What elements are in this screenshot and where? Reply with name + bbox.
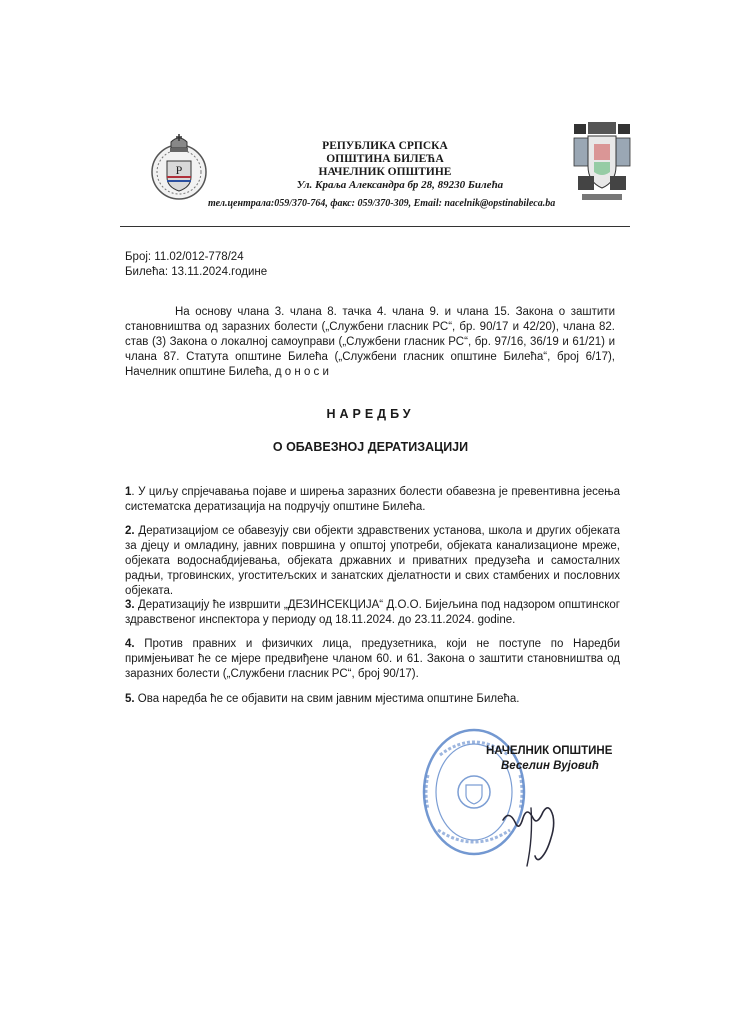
item-number: 4. — [125, 638, 135, 650]
order-item-4 — [125, 637, 620, 682]
coat-of-arms-emblem — [148, 128, 210, 210]
svg-text:Р: Р — [175, 163, 183, 177]
order-item-3 — [125, 598, 620, 628]
item-number: 5. — [125, 693, 135, 705]
item-text: Против правних и физичких лица, предузетника, који не поступе по Наредби примјењиват ће се мјере предвиђене чланом 60. и 61. Закона о заштити становништва од заразних болести („Службени гласник РС“, број 90/17). — [125, 638, 620, 680]
letterhead-republic: РЕПУБЛИКА СРПСКА — [322, 140, 448, 152]
letterhead-contact: тел.централа:059/370-764, факс: 059/370-309, Email: nacelnik@opstinabileca.ba — [208, 198, 556, 209]
letterhead-office: НАЧЕЛНИК ОПШТИНЕ — [318, 166, 452, 178]
document-subtitle: О ОБАВЕЗНОЈ ДЕРАТИЗАЦИЈИ — [272, 440, 469, 454]
order-item-2 — [125, 524, 620, 599]
handwritten-signature — [495, 790, 565, 870]
item-number: 2. — [125, 525, 135, 537]
document-title: НАРЕДБУ — [326, 407, 415, 421]
order-item-5 — [125, 692, 620, 707]
municipality-coat-of-arms — [572, 120, 632, 206]
item-number: 1 — [125, 486, 132, 498]
item-text: Дератизацијом се обавезују сви објекти здравствених установа, школа и других објеката за дјецу и омладину, јавних површина у општој употреби, објеката канализационе мреже, објеката водоснабдијевања, објеката државних и приватних предузећа и самосталних радњи, трговинских, угоститељских и занатских дјелатности и свих стамбених и пословних објеката. — [125, 525, 620, 597]
reference-number: Број: 11.02/012-778/24 — [125, 251, 244, 263]
letterhead-municipality: ОПШТИНА БИЛЕЋА — [326, 153, 444, 165]
item-text: Дератизацију ће извршити „ДЕЗИНСЕКЦИЈА“ Д.О.О. Бијељина под надзором општинског здравственог инспектора у периоду од 18.11.2024. до 23.11.2024. godine. — [125, 599, 620, 626]
order-item-1 — [125, 485, 620, 515]
item-text: . У циљу спрјечавања појаве и ширења заразних болести обавезна је превентивна јесења систематска дератизација на подручју општине Билећа. — [125, 486, 620, 513]
item-number: 3. — [125, 599, 135, 611]
letterhead-address: Ул. Краља Александра бр 28, 89230 Билећа — [296, 179, 504, 191]
signatory-title: НАЧЕЛНИК ОПШТИНЕ — [486, 745, 613, 757]
reference-block — [125, 250, 267, 280]
header-divider — [120, 226, 630, 227]
letterhead — [205, 140, 565, 192]
signatory-name: Веселин Вујовић — [501, 760, 599, 772]
intro-paragraph: На основу члана 3. члана 8. тачка 4. члана 9. и члана 15. Закона о заштити становништва од заразних болести („Службени гласник РС“, бр. 90/17 и 42/20), члана 82. став (3) Закона о локалној самоуправи („Службени гласник РС“, бр. 97/16, 36/19 и 61/21) и члана 87. Статута општине Билећа („Службени гласник општине Билећа“, број 6/17), Начелник општине Билећа, д о н о с и — [125, 306, 615, 378]
reference-place-date: Билећа: 13.11.2024.године — [125, 266, 268, 278]
item-text: Ова наредба ће се објавити на свим јавним мјестима општине Билећа. — [134, 693, 520, 705]
